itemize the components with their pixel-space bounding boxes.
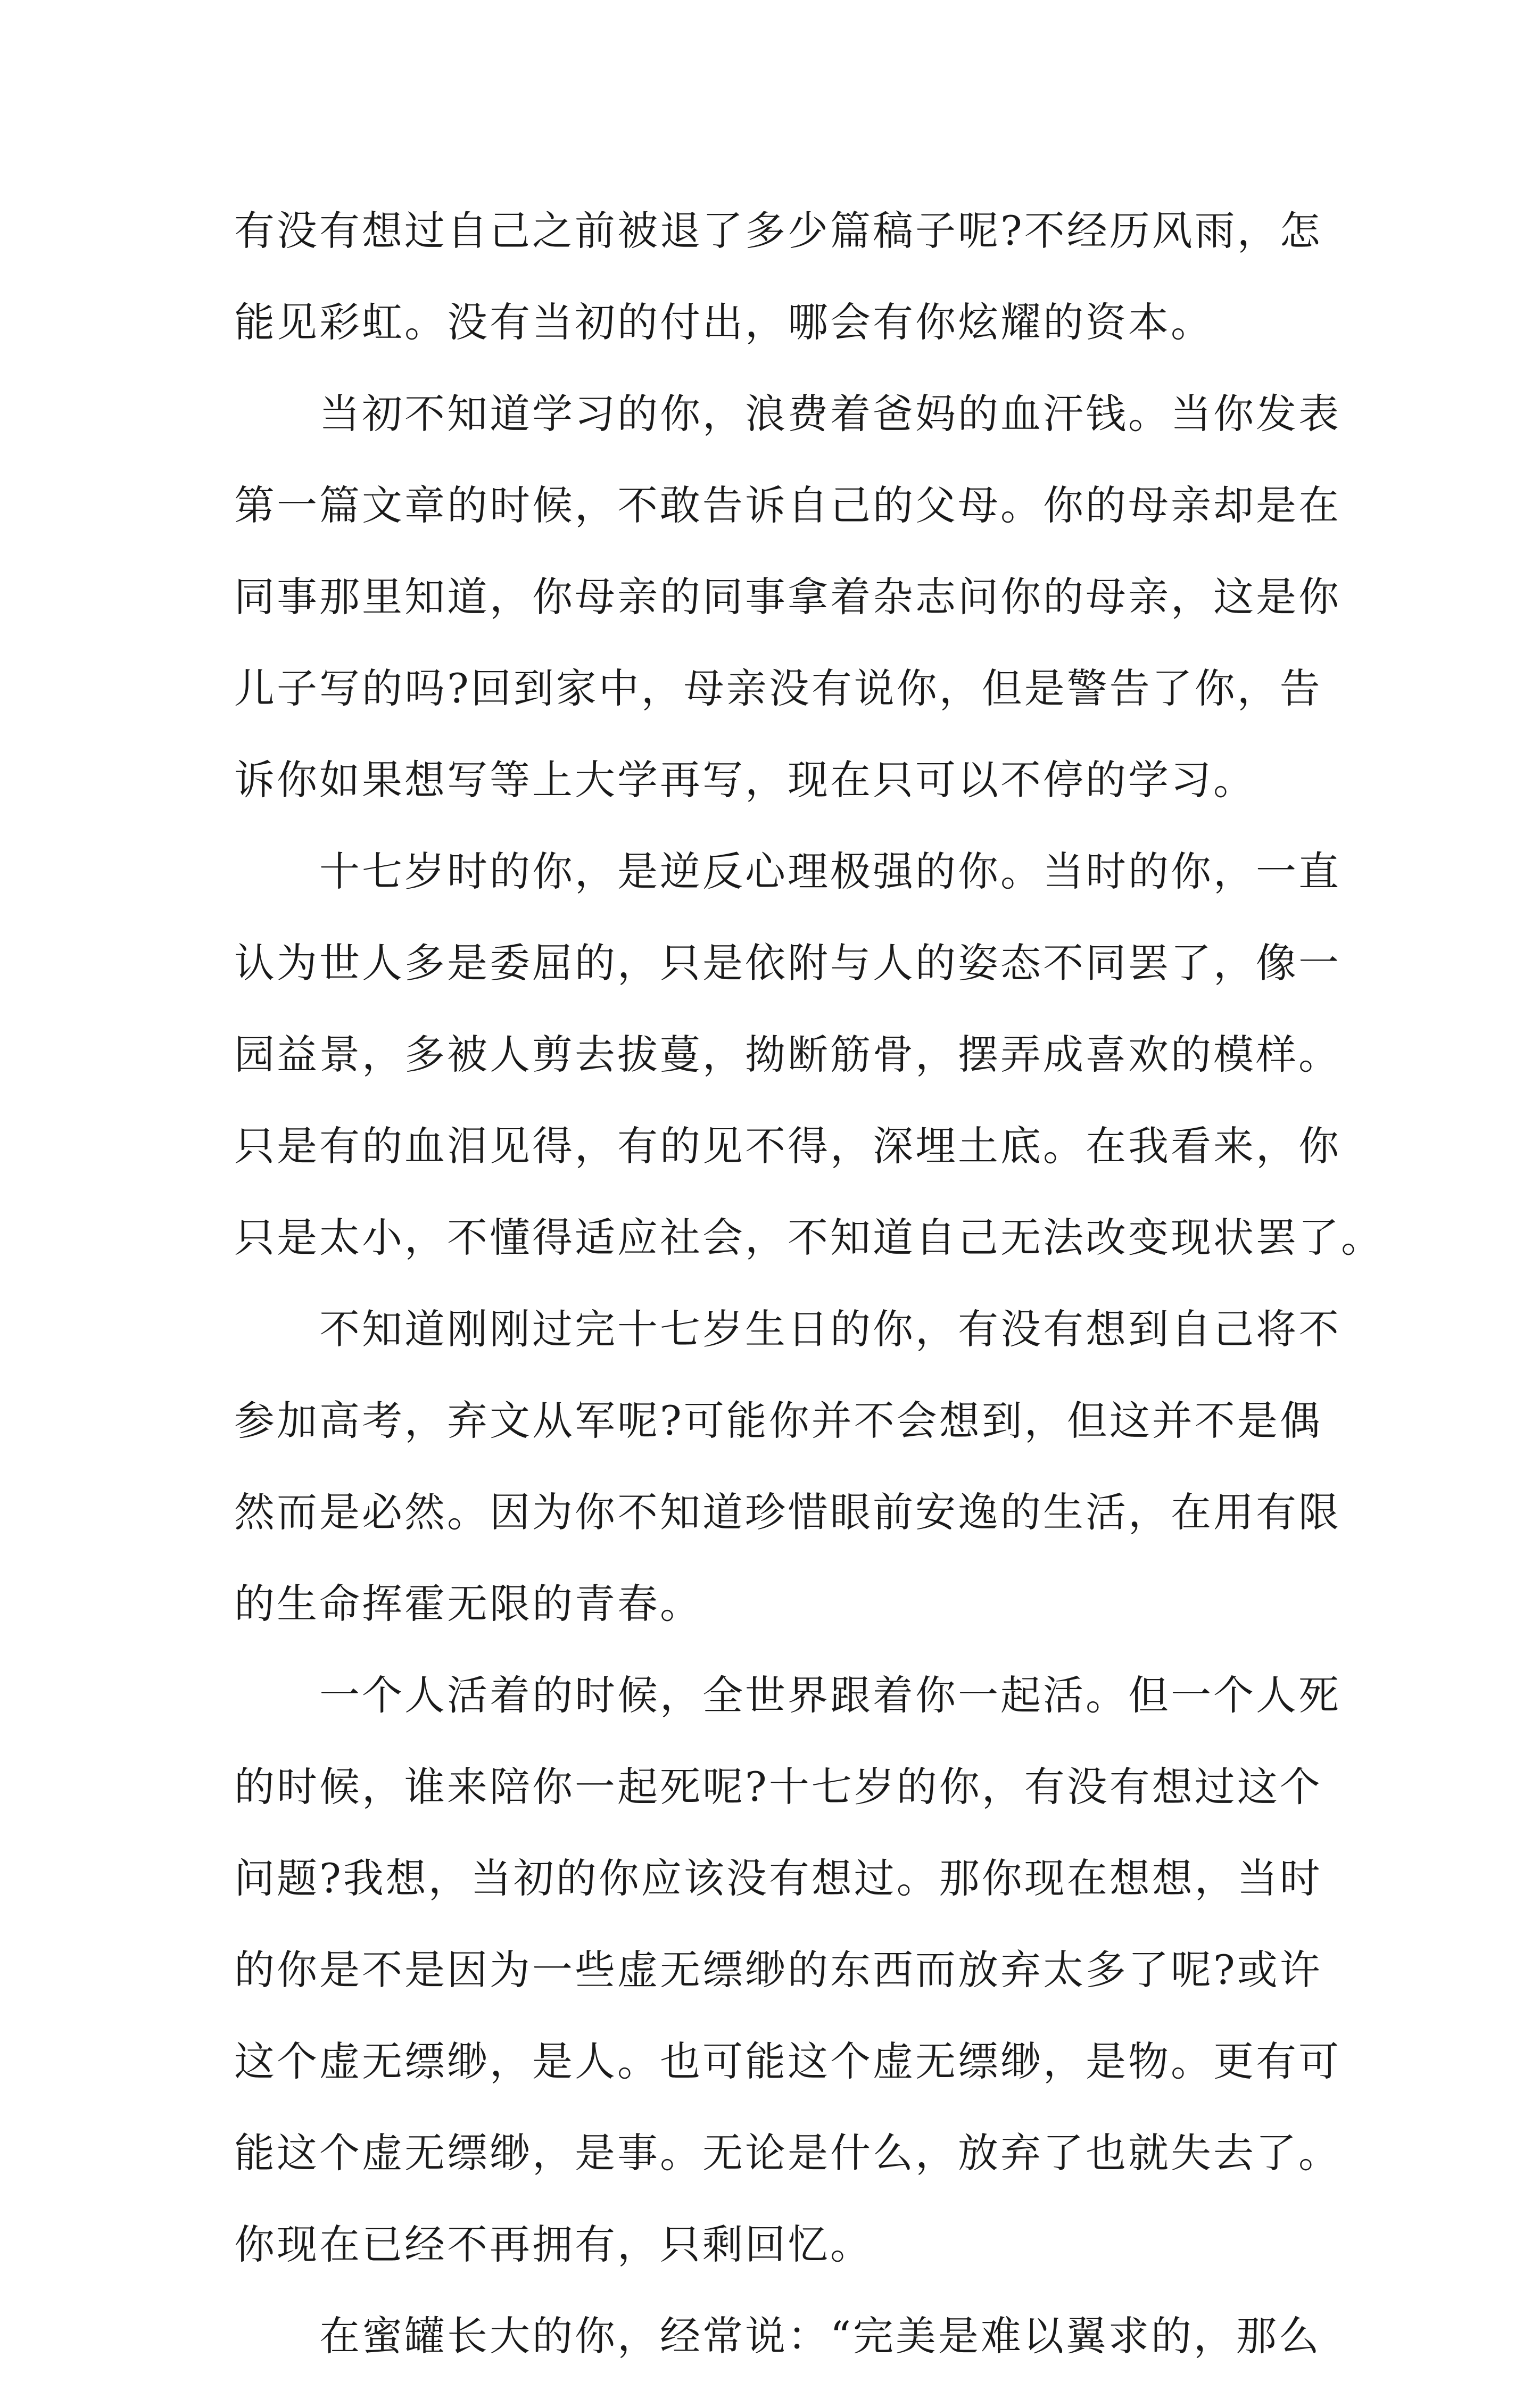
text-line: 然而是必然。因为你不知道珍惜眼前安逸的生活，在用有限 [234,1488,1341,1536]
text-line: 问题?我想，当初的你应该没有想过。那你现在想想，当时 [234,1855,1322,1902]
text-line: 只是太小，不懂得适应社会，不知道自己无法改变现状罢了。 [234,1214,1384,1261]
text-line: 的你是不是因为一些虚无缥缈的东西而放弃太多了呢?或许 [234,1946,1322,1994]
text-line: 你现在已经不再拥有，只剩回忆。 [234,2221,873,2268]
text-line: 有没有想过自己之前被退了多少篇稿子呢?不经历风雨，怎 [234,207,1322,254]
paragraph-first-line: 一个人活着的时候，全世界跟着你一起活。但一个人死 [319,1672,1341,1719]
text-line: 认为世人多是委屈的，只是依附与人的姿态不同罢了，像一 [234,939,1341,987]
document-body [234,185,1384,2382]
text-line: 儿子写的吗?回到家中，母亲没有说你，但是警告了你，告 [234,665,1322,712]
text-line: 参加高考，弃文从军呢?可能你并不会想到，但这并不是偶 [234,1397,1322,1444]
paragraph-first-line: 不知道刚刚过完十七岁生日的你，有没有想到自己将不 [319,1305,1341,1353]
paragraph-first-line: 当初不知道学习的你，浪费着爸妈的血汗钱。当你发表 [319,390,1341,437]
text-line: 的时候，谁来陪你一起死呢?十七岁的你，有没有想过这个 [234,1763,1322,1810]
text-line: 能见彩虹。没有当初的付出，哪会有你炫耀的资本。 [234,299,1213,346]
paragraph-first-line: 十七岁时的你，是逆反心理极强的你。当时的你，一直 [319,848,1341,895]
text-line: 能这个虚无缥缈，是事。无论是什么，放弃了也就失去了。 [234,2129,1341,2177]
text-line: 园益景，多被人剪去拔蔓，拗断筋骨，摆弄成喜欢的模样。 [234,1031,1341,1078]
text-line: 诉你如果想写等上大学再写，现在只可以不停的学习。 [234,756,1256,804]
text-line: 只是有的血泪见得，有的见不得，深埋土底。在我看来，你 [234,1122,1341,1170]
text-line: 这个虚无缥缈，是人。也可能这个虚无缥缈，是物。更有可 [234,2038,1341,2085]
text-line: 第一篇文章的时候，不敢告诉自己的父母。你的母亲却是在 [234,482,1341,529]
paragraph-first-line: 在蜜罐长大的你，经常说：“完美是难以翼求的，那么 [319,2312,1321,2360]
text-line: 的生命挥霍无限的青春。 [234,1580,702,1627]
text-line: 同事那里知道，你母亲的同事拿着杂志问你的母亲，这是你 [234,573,1341,621]
